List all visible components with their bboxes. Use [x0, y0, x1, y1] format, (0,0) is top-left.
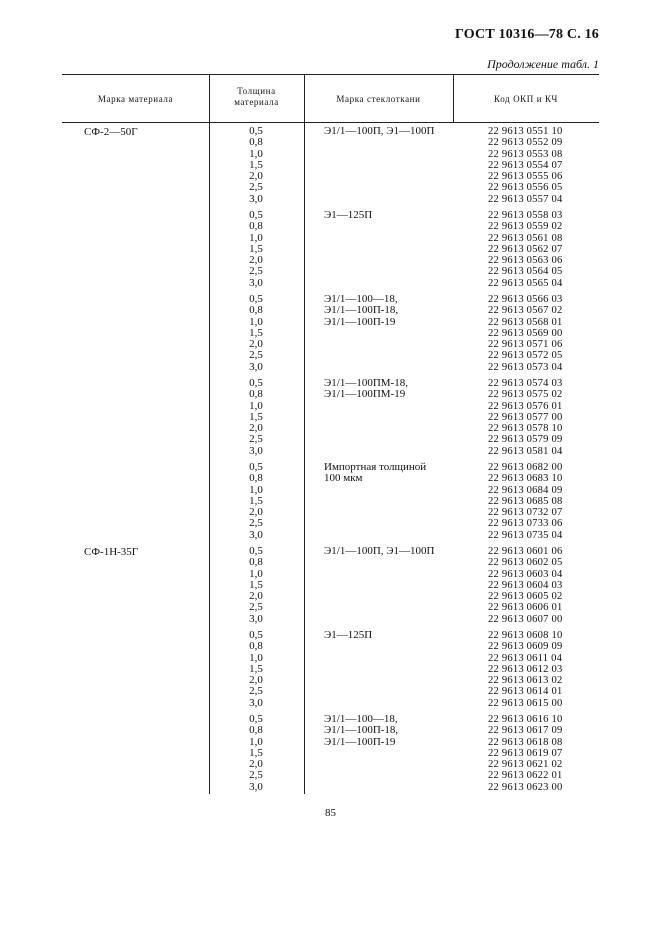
fabric-cell	[324, 546, 444, 557]
thickness-value: 1,0	[249, 483, 263, 496]
okp-code-cell	[488, 714, 563, 793]
material-name: СФ-2—50Г	[84, 126, 138, 138]
fabric-grade: Э1/1—100П-19	[324, 735, 396, 748]
okp-code: 22 9613 0605 02	[488, 591, 563, 603]
thickness-value: 0,8	[249, 472, 263, 485]
okp-code: 22 9613 0568 01	[488, 316, 563, 328]
thickness-value: 3,0	[249, 696, 263, 709]
thickness-value: 2,0	[249, 170, 263, 183]
fabric-grade: Э1/1—100П, Э1—100П	[324, 125, 435, 137]
thickness-cell	[212, 462, 300, 541]
fabric-cell	[324, 714, 444, 748]
thickness-value: 0,5	[249, 629, 263, 641]
fabric-grade: Э1/1—100П-19	[324, 315, 396, 328]
okp-code: 22 9613 0607 00	[488, 613, 563, 625]
okp-code: 22 9613 0683 10	[488, 473, 563, 485]
thickness-value: 2,0	[249, 422, 263, 435]
thickness-value: 1,0	[249, 147, 263, 160]
okp-code: 22 9613 0606 01	[488, 602, 563, 614]
thickness-value: 3,0	[249, 612, 263, 625]
material-name: СФ-1Н-35Г	[84, 546, 139, 558]
okp-code: 22 9613 0611 04	[488, 652, 563, 664]
okp-code: 22 9613 0553 08	[488, 148, 563, 160]
thickness-value: 2,5	[249, 685, 263, 698]
thickness-value: 3,0	[249, 444, 263, 457]
okp-code: 22 9613 0614 01	[488, 686, 563, 698]
thickness-value: 0,8	[249, 220, 263, 233]
okp-code: 22 9613 0556 05	[488, 182, 563, 194]
fabric-grade: Э1—125П	[324, 209, 373, 221]
thickness-value: 3,0	[249, 276, 263, 289]
thickness-cell	[212, 210, 300, 289]
thickness-value: 1,0	[249, 651, 263, 664]
fabric-cell	[324, 630, 444, 641]
thickness-value: 2,5	[249, 769, 263, 782]
okp-code: 22 9613 0685 08	[488, 495, 563, 507]
thickness-value: 2,5	[249, 349, 263, 362]
okp-code: 22 9613 0567 02	[488, 305, 563, 317]
okp-code: 22 9613 0569 00	[488, 327, 563, 339]
thickness-value: 2,5	[249, 181, 263, 194]
okp-code: 22 9613 0733 06	[488, 518, 563, 530]
okp-code: 22 9613 0617 09	[488, 725, 563, 737]
okp-code: 22 9613 0576 01	[488, 400, 563, 412]
thickness-value: 0,8	[249, 304, 263, 317]
thickness-value: 0,8	[249, 388, 263, 401]
okp-code-cell	[488, 546, 563, 625]
okp-code: 22 9613 0623 00	[488, 781, 563, 793]
okp-code: 22 9613 0579 09	[488, 434, 563, 446]
thickness-value: 3,0	[249, 528, 263, 541]
okp-code: 22 9613 0622 01	[488, 770, 563, 782]
page-header: ГОСТ 10316—78 С. 16	[455, 27, 599, 42]
thickness-value: 1,0	[249, 315, 263, 328]
thickness-value: 1,5	[249, 578, 263, 591]
okp-code: 22 9613 0557 04	[488, 193, 563, 205]
okp-code: 22 9613 0684 09	[488, 484, 563, 496]
thickness-cell	[212, 126, 300, 205]
okp-code: 22 9613 0551 10	[488, 126, 563, 137]
thickness-value: 2,0	[249, 758, 263, 771]
table-continuation-caption: Продолжение табл. 1	[487, 57, 599, 71]
thickness-value: 2,5	[249, 601, 263, 614]
okp-code: 22 9613 0558 03	[488, 210, 563, 221]
thickness-value: 2,0	[249, 590, 263, 603]
okp-code-cell	[488, 210, 563, 289]
okp-code: 22 9613 0602 05	[488, 557, 563, 569]
okp-code: 22 9613 0613 02	[488, 675, 563, 687]
okp-code: 22 9613 0564 05	[488, 266, 563, 278]
okp-code: 22 9613 0559 02	[488, 221, 563, 233]
thickness-cell	[212, 714, 300, 793]
column-header-thickness-line1: Толщина	[237, 86, 276, 96]
thickness-cell	[212, 378, 300, 457]
thickness-value: 2,0	[249, 674, 263, 687]
okp-code: 22 9613 0581 04	[488, 445, 563, 457]
thickness-cell	[212, 294, 300, 373]
okp-code: 22 9613 0578 10	[488, 423, 563, 435]
thickness-value: 0,5	[249, 125, 263, 137]
fabric-grade: Э1—125П	[324, 629, 373, 641]
okp-code: 22 9613 0572 05	[488, 350, 563, 362]
table-header-rule	[62, 122, 599, 123]
thickness-cell	[212, 546, 300, 625]
thickness-value: 2,0	[249, 254, 263, 267]
thickness-value: 2,5	[249, 265, 263, 278]
thickness-value: 1,5	[249, 494, 263, 507]
fabric-grade: Э1/1—100П-18,	[324, 304, 399, 317]
thickness-value: 1,0	[249, 567, 263, 580]
fabric-cell	[324, 294, 444, 328]
thickness-value: 1,5	[249, 326, 263, 339]
thickness-value: 0,8	[249, 136, 263, 149]
column-header-thickness	[209, 86, 304, 108]
okp-code-cell	[488, 126, 563, 205]
okp-code: 22 9613 0609 09	[488, 641, 563, 653]
fabric-grade: Э1/1—100ПМ-18,	[324, 377, 408, 389]
thickness-value: 2,5	[249, 433, 263, 446]
thickness-value: 1,5	[249, 662, 263, 675]
thickness-value: 0,8	[249, 724, 263, 737]
okp-code: 22 9613 0573 04	[488, 361, 563, 373]
thickness-value: 0,8	[249, 556, 263, 569]
fabric-grade: Э1/1—100—18,	[324, 713, 398, 725]
okp-code: 22 9613 0612 03	[488, 663, 563, 675]
thickness-value: 0,5	[249, 713, 263, 725]
okp-code-cell	[488, 630, 563, 709]
okp-code: 22 9613 0732 07	[488, 507, 563, 519]
fabric-grade: Э1/1—100ПМ-19	[324, 388, 406, 401]
column-header-code: Код ОКП и КЧ	[494, 94, 558, 104]
thickness-value: 1,5	[249, 410, 263, 423]
okp-code-cell	[488, 462, 563, 541]
fabric-grade: Э1/1—100П, Э1—100П	[324, 545, 435, 557]
okp-code: 22 9613 0562 07	[488, 243, 563, 255]
okp-code: 22 9613 0566 03	[488, 294, 563, 305]
okp-code: 22 9613 0619 07	[488, 747, 563, 759]
fabric-grade: Э1/1—100—18,	[324, 293, 398, 305]
thickness-value: 2,5	[249, 517, 263, 530]
thickness-value: 3,0	[249, 360, 263, 373]
okp-code: 22 9613 0618 08	[488, 736, 563, 748]
fabric-cell	[324, 462, 444, 485]
okp-code: 22 9613 0554 07	[488, 159, 563, 171]
thickness-value: 2,0	[249, 338, 263, 351]
okp-code: 22 9613 0603 04	[488, 568, 563, 580]
thickness-value: 1,0	[249, 399, 263, 412]
okp-code: 22 9613 0565 04	[488, 277, 563, 289]
thickness-cell	[212, 630, 300, 709]
okp-code: 22 9613 0608 10	[488, 630, 563, 641]
okp-code: 22 9613 0621 02	[488, 759, 563, 771]
thickness-value: 1,5	[249, 746, 263, 759]
fabric-cell	[324, 210, 444, 221]
thickness-value: 0,5	[249, 293, 263, 305]
thickness-value: 0,5	[249, 545, 263, 557]
thickness-value: 3,0	[249, 192, 263, 205]
okp-code: 22 9613 0682 00	[488, 462, 563, 473]
okp-code: 22 9613 0604 03	[488, 579, 563, 591]
okp-code: 22 9613 0574 03	[488, 378, 563, 389]
okp-code-cell	[488, 378, 563, 457]
okp-code: 22 9613 0575 02	[488, 389, 563, 401]
thickness-value: 1,0	[249, 231, 263, 244]
table-top-rule	[62, 74, 599, 75]
thickness-value: 1,5	[249, 242, 263, 255]
okp-code: 22 9613 0571 06	[488, 339, 563, 351]
fabric-grade: Импортная толщиной	[324, 461, 427, 473]
thickness-value: 3,0	[249, 780, 263, 793]
thickness-value: 0,5	[249, 377, 263, 389]
okp-code: 22 9613 0561 08	[488, 232, 563, 244]
column-header-fabric: Марка стеклоткани	[336, 94, 421, 104]
okp-code: 22 9613 0735 04	[488, 529, 563, 541]
thickness-value: 0,8	[249, 640, 263, 653]
column-header-material: Марка материала	[97, 94, 174, 104]
okp-code-cell	[488, 294, 563, 373]
okp-code: 22 9613 0577 00	[488, 411, 563, 423]
okp-code: 22 9613 0563 06	[488, 255, 563, 267]
thickness-value: 1,0	[249, 735, 263, 748]
thickness-value: 2,0	[249, 506, 263, 519]
fabric-grade: 100 мкм	[324, 472, 363, 485]
thickness-value: 1,5	[249, 158, 263, 171]
okp-code: 22 9613 0616 10	[488, 714, 563, 725]
fabric-grade: Э1/1—100П-18,	[324, 724, 399, 737]
thickness-value: 0,5	[249, 461, 263, 473]
okp-code: 22 9613 0601 06	[488, 546, 563, 557]
fabric-cell	[324, 126, 444, 137]
column-divider-2	[304, 74, 305, 794]
column-header-thickness-line2: материала	[234, 97, 279, 107]
fabric-cell	[324, 378, 444, 401]
okp-code: 22 9613 0552 09	[488, 137, 563, 149]
okp-code: 22 9613 0615 00	[488, 697, 563, 709]
thickness-value: 0,5	[249, 209, 263, 221]
page-number: 85	[325, 807, 336, 819]
okp-code: 22 9613 0555 06	[488, 171, 563, 183]
column-divider-1	[209, 74, 210, 794]
